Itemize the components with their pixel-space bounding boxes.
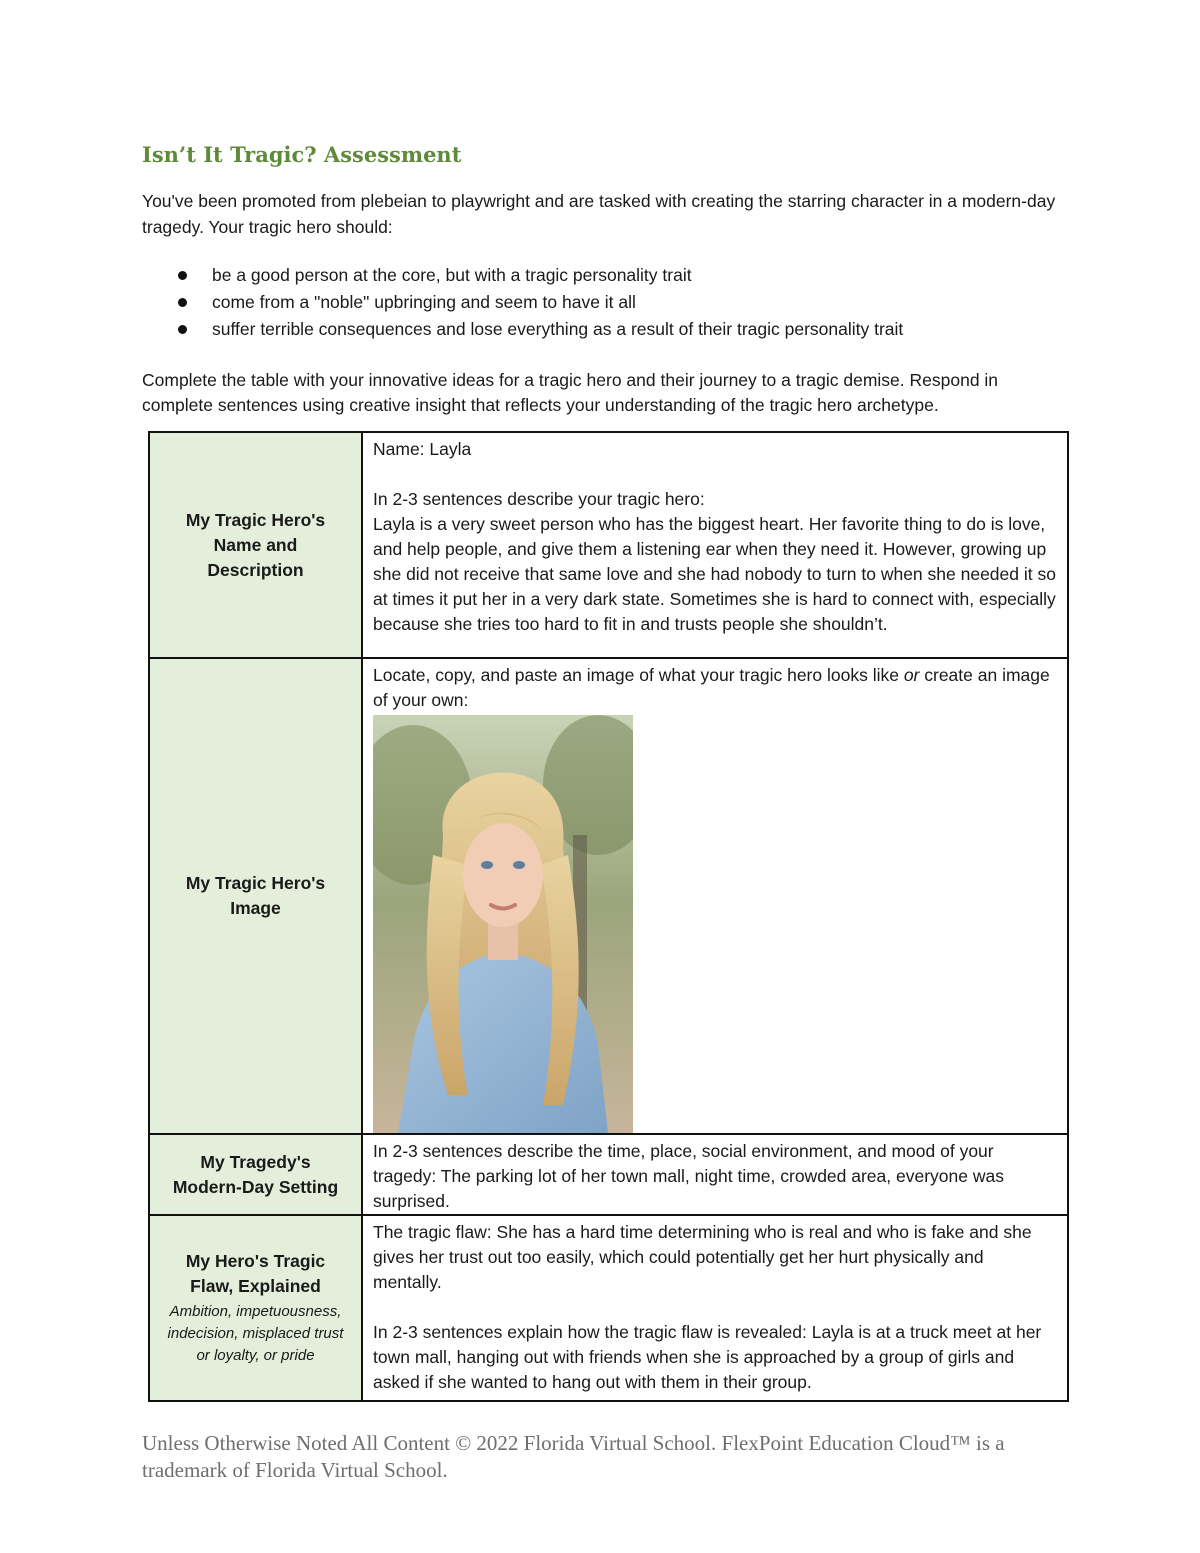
- page-title: Isn’t It Tragic? Assessment: [142, 142, 462, 167]
- row-content-tragic-flaw: [362, 1215, 1068, 1401]
- list-item: be a good person at the core, but with a tragic personality trait: [142, 262, 1062, 289]
- hero-name: Name: Layla: [373, 439, 472, 459]
- tragic-flaw-answer: The tragic flaw: She has a hard time determining who is real and who is fake and she gives her trust out too easily, which could potentially get her hurt physically and mentally.: [373, 1222, 1032, 1292]
- copyright-footer: Unless Otherwise Noted All Content © 2022 Florida Virtual School. FlexPoint Education Cloud™ is a trademark of Florida Virtual School.: [142, 1431, 1005, 1482]
- list-item: suffer terrible consequences and lose everything as a result of their tragic personality trait: [142, 316, 1062, 343]
- row-label-image: My Tragic Hero's Image: [149, 658, 362, 1134]
- bullet-icon: [178, 298, 187, 307]
- description-prompt: In 2-3 sentences describe your tragic hero:: [373, 489, 705, 509]
- intro-paragraph: You've been promoted from plebeian to playwright and are tasked with creating the starring character in a modern-day tragedy. Your tragic hero should:: [142, 191, 1056, 237]
- table-row: [149, 1134, 1068, 1215]
- row-label-name-description: My Tragic Hero's Name and Description: [149, 432, 362, 658]
- bullet-icon: [178, 325, 187, 334]
- table-row: [149, 1215, 1068, 1401]
- table-row: [149, 432, 1068, 658]
- setting-answer: In 2-3 sentences describe the time, place, social environment, and mood of your tragedy: The parking lot of her town mall, night time, crowded area, everyone was surprised.: [373, 1141, 1004, 1211]
- bullet-icon: [178, 271, 187, 280]
- image-prompt: Locate, copy, and paste an image of what your tragic hero looks like or create an image of your own:: [373, 665, 1050, 710]
- tragic-flaw-examples: Ambition, impetuousness, indecision, misplaced trust or loyalty, or pride: [167, 1303, 344, 1364]
- row-label-setting: My Tragedy's Modern-Day Setting: [149, 1134, 362, 1215]
- list-item: come from a "noble" upbringing and seem to have it all: [142, 289, 1062, 316]
- requirements-list: [142, 262, 1062, 343]
- description-answer: Layla is a very sweet person who has the biggest heart. Her favorite thing to do is love, and help people, and give them a listening ear when they need it. However, growing up she did not receive that same love and she had nobody to turn to when she needed it so at times it put her in a very dark state. Sometimes she is hard to connect with, especially because she tries too hard to fit in and trusts people she shouldn’t.: [373, 514, 1056, 634]
- row-content-name-description: [362, 432, 1068, 658]
- instructions-paragraph: Complete the table with your innovative ideas for a tragic hero and their journey to a tragic demise. Respond in complete sentences using creative insight that reflects your understanding of the tragic hero archetype.: [142, 370, 999, 415]
- flaw-revealed-answer: In 2-3 sentences explain how the tragic flaw is revealed: Layla is at a truck meet at her town mall, hanging out with friends when she is approached by a group of girls and asked if she wanted to hang out with them in their group.: [373, 1322, 1042, 1392]
- row-label-tragic-flaw: My Hero's Tragic Flaw, Explained Ambition, impetuousness, indecision, misplaced trust or loyalty, or pride: [149, 1215, 362, 1401]
- portrait-photo: [373, 715, 633, 1133]
- tragic-hero-table: [148, 431, 1069, 1402]
- row-content-image: [362, 658, 1068, 1134]
- row-content-setting: [362, 1134, 1068, 1215]
- table-row: [149, 658, 1068, 1134]
